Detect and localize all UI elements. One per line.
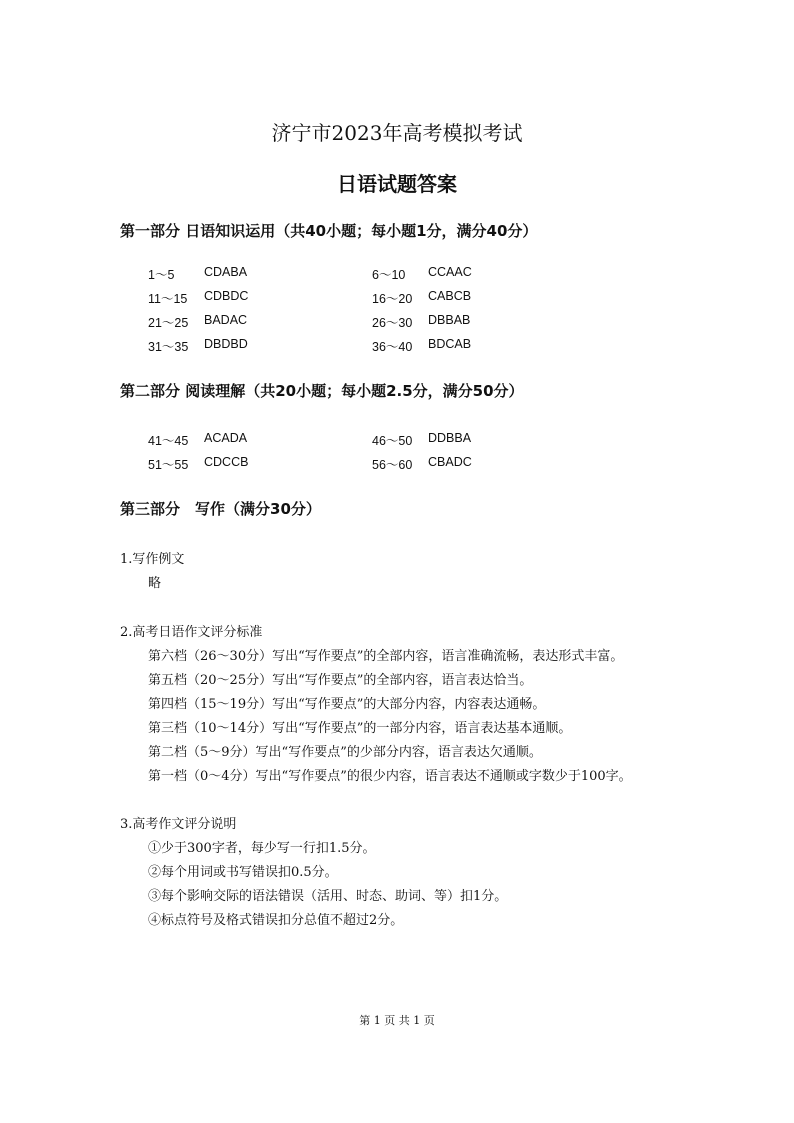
answer-row	[148, 313, 548, 331]
answer-row	[148, 265, 548, 283]
answer-row	[148, 431, 548, 449]
part3-heading: 第三部分 写作（满分30分）	[120, 500, 321, 518]
grading-criterion: 第一档（0～4分）写出“写作要点”的很少内容，语言表达不通顺或字数少于100字。	[148, 769, 632, 784]
answer-key: CDABA	[204, 265, 248, 279]
range-label: 41～45	[148, 434, 189, 448]
scoring-note: ③每个影响交际的语法错误（活用、时态、助词、等）扣1分。	[148, 889, 508, 904]
range-label: 56～60	[372, 458, 413, 472]
range-label: 16～20	[372, 292, 413, 306]
scoring-note: ④标点符号及格式错误扣分总值不超过2分。	[148, 913, 404, 928]
grading-criterion: 第六档（26～30分）写出“写作要点”的全部内容，语言准确流畅，表达形式丰富。	[148, 649, 624, 664]
answer-key: CDBDC	[204, 289, 249, 303]
answer-row	[148, 337, 548, 355]
range-label: 1～5	[148, 268, 175, 282]
part2-heading: 第二部分 阅读理解（共20小题；每小题2.5分，满分50分）	[120, 382, 524, 400]
scoring-note: ②每个用词或书写错误扣0.5分。	[148, 865, 338, 880]
grading-criterion: 第五档（20～25分）写出“写作要点”的全部内容，语言表达恰当。	[148, 673, 533, 688]
section-title: 2.高考日语作文评分标准	[120, 625, 263, 640]
scoring-note: ①少于300字者，每少写一行扣1.5分。	[148, 841, 376, 856]
grading-criterion: 第二档（5～9分）写出“写作要点”的少部分内容，语言表达欠通顺。	[148, 745, 542, 760]
answer-row	[148, 455, 548, 473]
range-label: 36～40	[372, 340, 413, 354]
page-footer: 第 1 页 共 1 页	[359, 1014, 435, 1027]
answer-key: CBADC	[428, 455, 472, 469]
answer-key: ACADA	[204, 431, 248, 445]
answer-key: DBDBD	[204, 337, 248, 351]
answer-key: DBBAB	[428, 313, 471, 327]
range-label: 51～55	[148, 458, 189, 472]
answer-key: BADAC	[204, 313, 248, 327]
range-label: 6～10	[372, 268, 406, 282]
range-label: 26～30	[372, 316, 413, 330]
answer-key: BDCAB	[428, 337, 472, 351]
answer-key: DDBBA	[428, 431, 472, 445]
range-label: 21～25	[148, 316, 189, 330]
section-title: 3.高考作文评分说明	[120, 817, 237, 832]
section-title: 1.写作例文	[120, 552, 185, 567]
document-subtitle: 日语试题答案	[337, 172, 457, 196]
part1-heading: 第一部分 日语知识运用（共40小题；每小题1分，满分40分）	[120, 222, 538, 240]
range-label: 11～15	[148, 292, 188, 306]
range-label: 46～50	[372, 434, 413, 448]
grading-criterion: 第四档（15～19分）写出“写作要点”的大部分内容，内容表达通畅。	[148, 697, 546, 712]
answer-row	[148, 289, 548, 307]
answer-key: CCAAC	[428, 265, 472, 279]
document-title: 济宁市2023年高考模拟考试	[271, 121, 523, 145]
section-text: 略	[148, 576, 162, 591]
answer-key: CABCB	[428, 289, 472, 303]
answer-key: CDCCB	[204, 455, 249, 469]
grading-criterion: 第三档（10～14分）写出“写作要点”的一部分内容，语言表达基本通顺。	[148, 721, 572, 736]
range-label: 31～35	[148, 340, 189, 354]
